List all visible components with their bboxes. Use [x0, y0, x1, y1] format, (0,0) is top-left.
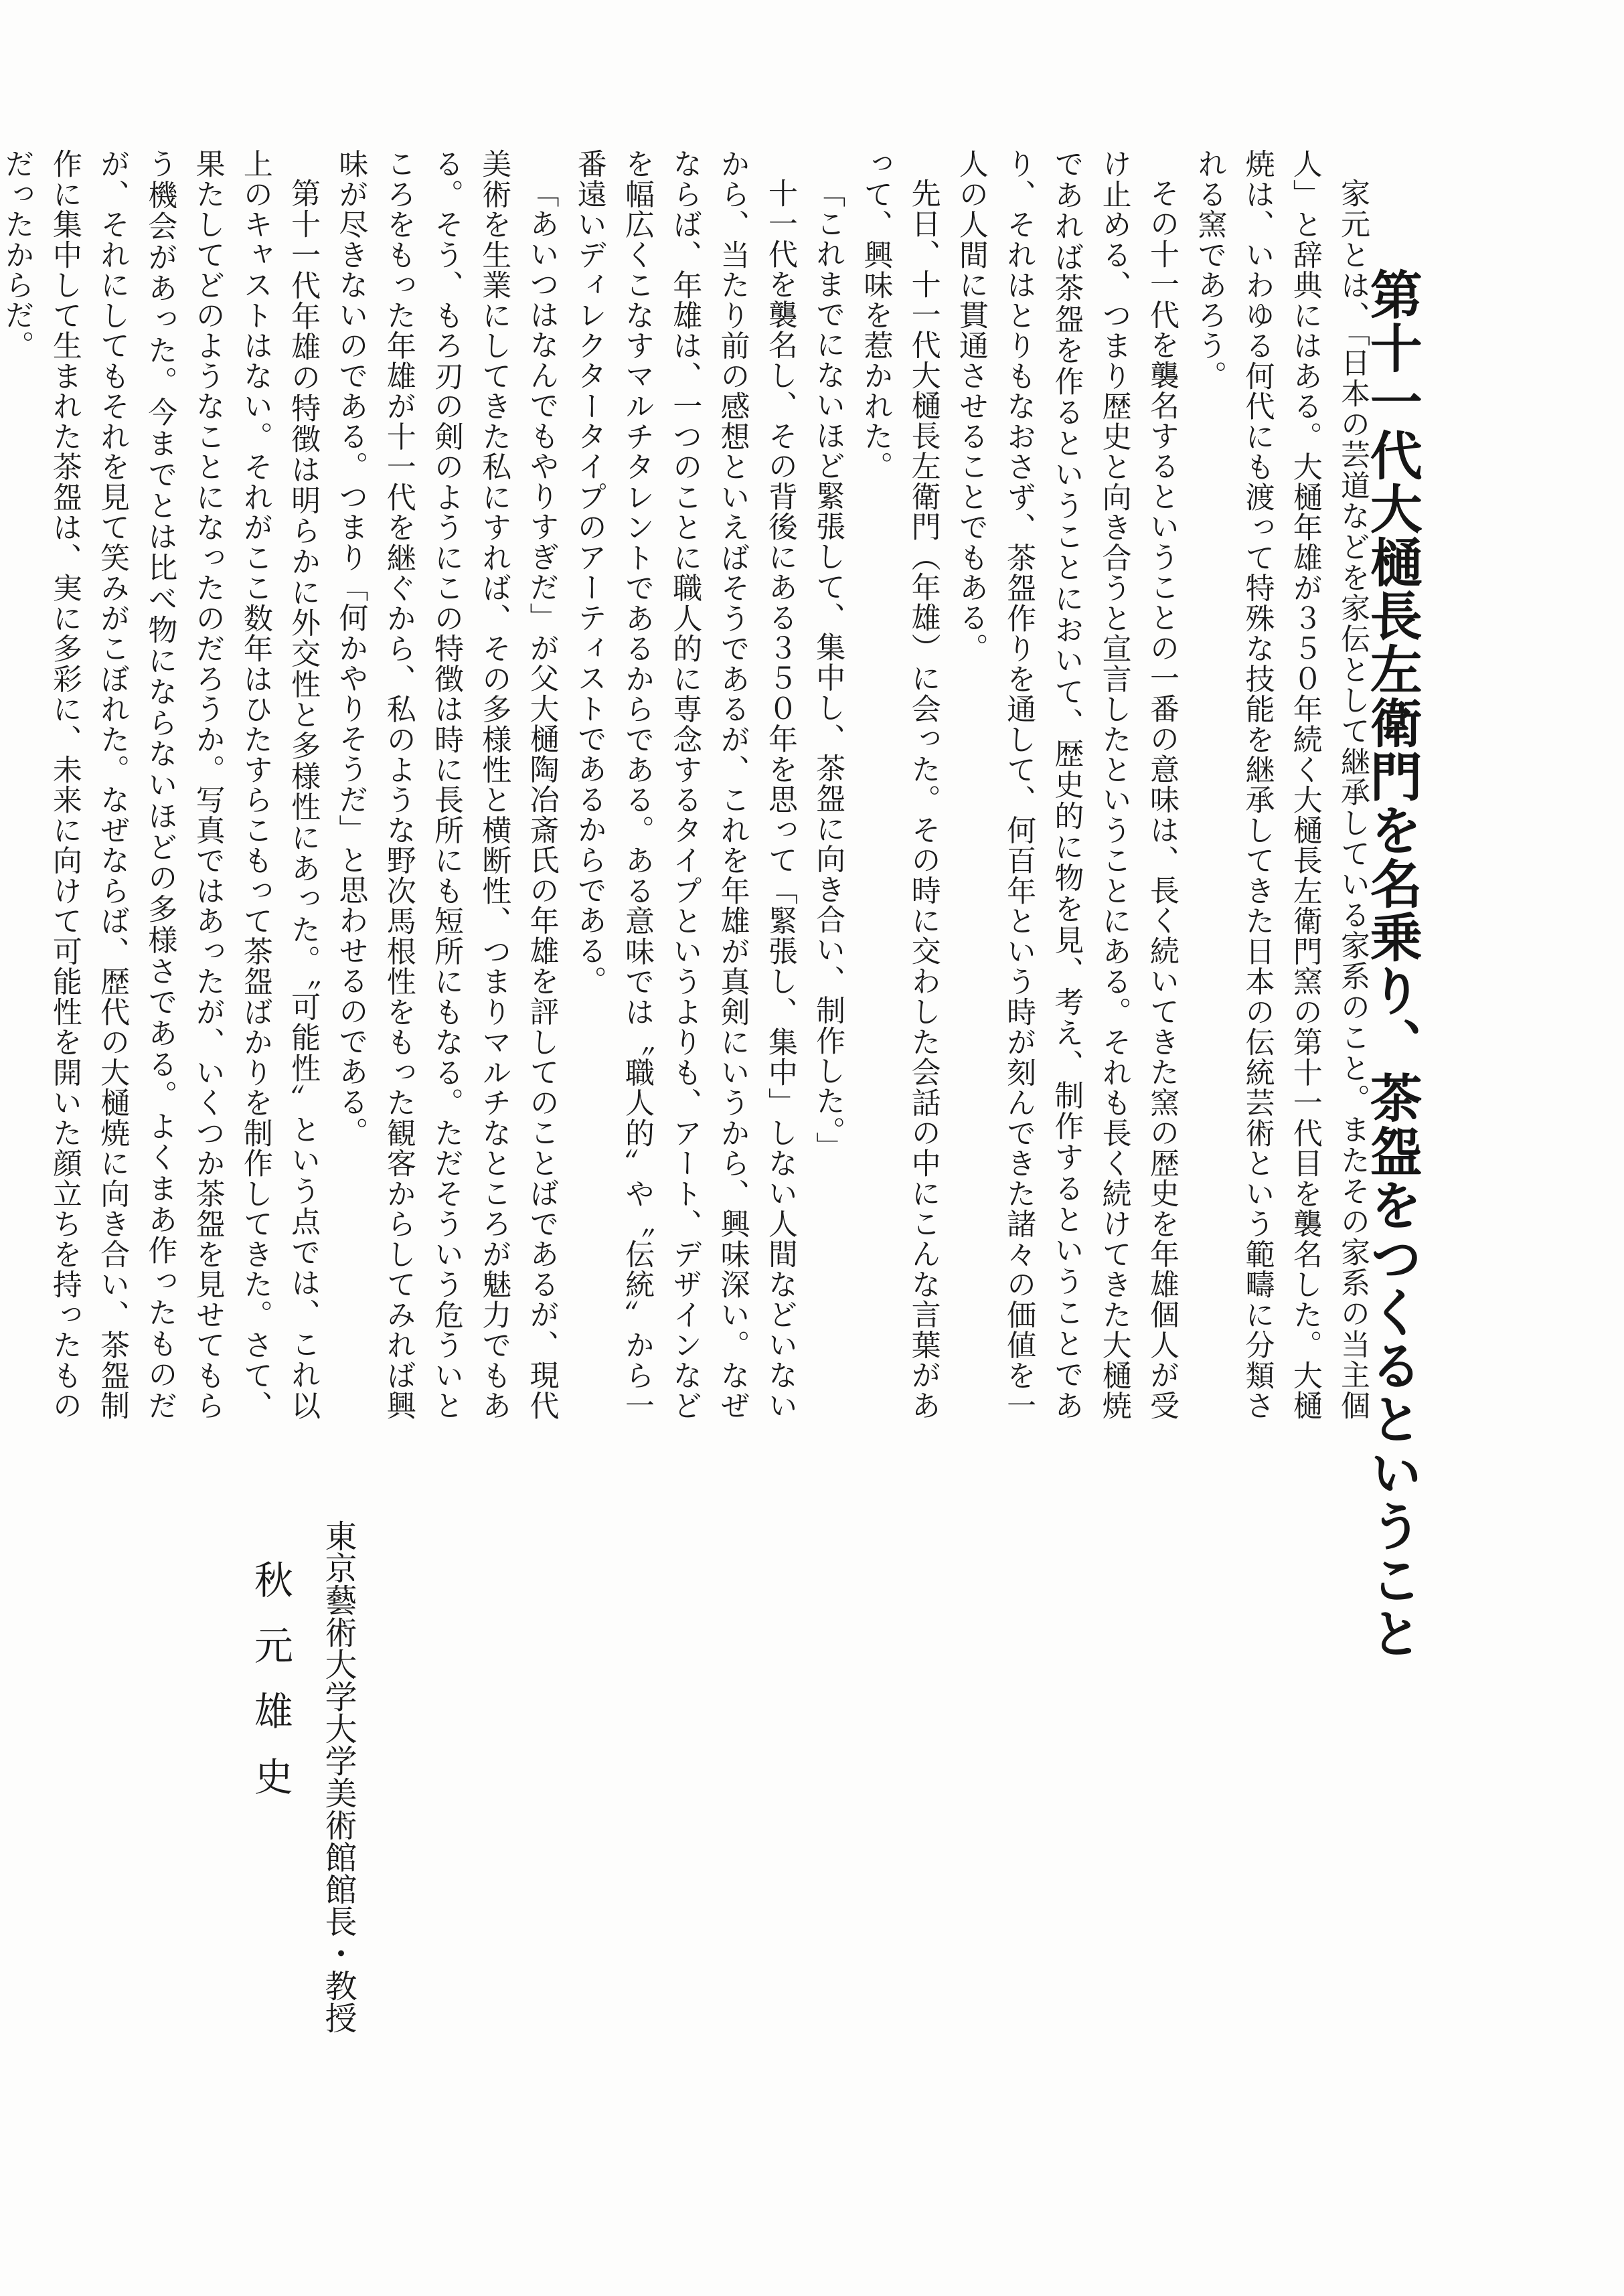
- author-affiliation: 東京藝術大学大学美術館館長・教授: [319, 1520, 357, 2034]
- author-credit: [194, 1520, 368, 2189]
- paragraph: その十一代を襲名するということの一番の意味は、長く続いてきた窯の歴史を年雄個人が受け止める、つまり歴史と向き合うと宣言したということにある。それも長く続けてきた大樋焼であれば茶盌を作るということにおいて、歴史的に物を見、考え、制作するということであり、それはとりもなおさず、茶盌作りを通して、何百年という時が刻んできた諸々の価値を一人の人間に貫通させることでもある。: [953, 149, 1179, 1420]
- article-body: [0, 149, 1376, 1420]
- paragraph: 十一代を襲名し、その背後にある３５０年を思って「緊張し、集中」しない人間などいないから、当たり前の感想といえばそうであるが、これを年雄が真剣にいうから、興味深い。なぜならば、年雄は、一つのことに職人的に専念するタイプというよりも、アート、デザインなどを幅広くこなすマルチタレントであるからである。ある意味では〝職人的〟や〝伝統〟から一番遠いディレクタータイプのアーティストであるからである。: [572, 149, 797, 1420]
- article-title: 第十一代大樋長左衛門を名乗り、茶盌をつくるということ: [1361, 268, 1423, 1660]
- paragraph: 家元とは、「日本の芸道などを家伝として継承している家系のこと。またその家系の当主個人」と辞典にはある。大樋年雄が３５０年続く大樋長左衛門窯の第十一代目を襲名した。大樋焼は、いわゆる何代にも渡って特殊な技能を継承してきた日本の伝統芸術という範疇に分類される窯であろう。: [1192, 149, 1370, 1420]
- paragraph: 第十一代年雄の特徴は明らかに外交性と多様性にあった。〝可能性〟という点では、これ以上のキャストはない。それがここ数年はひたすらこもって茶盌ばかりを制作してきた。さて、果たしてどのようなことになったのだろうか。写真ではあったが、いくつか茶盌を見せてもらう機会があった。今までとは比べ物にならないほどの多様さである。よくまあ作ったものだが、それにしてもそれを見て笑みがこぼれた。なぜならば、歴代の大樋焼に向き合い、茶盌制作に集中して生まれた茶盌は、実に多彩に、未来に向けて可能性を開いた顔立ちを持ったものだったからだ。: [0, 149, 321, 1420]
- paragraph: 「これまでにないほど緊張して、集中し、茶盌に向き合い、制作した。」: [811, 178, 845, 1162]
- paragraph: 「あいつはなんでもやりすぎだ」が父大樋陶冶斎氏の年雄を評してのことばであるが、現代美術を生業にしてきた私にすれば、その多様性と横断性、つまりマルチなところが魅力でもある。そう、もろ刃の剣のようにこの特徴は時に長所にも短所にもなる。ただそういう危ういところをもった年雄が十一代を継ぐから、私のような野次馬根性をもった観客からしてみれば興味が尽きないのである。つまり「何かやりそうだ」と思わせるのである。: [333, 149, 559, 1420]
- paragraph: 先日、十一代大樋長左衛門（年雄）に会った。その時に交わした会話の中にこんな言葉があって、興味を惹かれた。: [858, 149, 941, 1420]
- author-name: 秋元雄史: [247, 1560, 293, 1822]
